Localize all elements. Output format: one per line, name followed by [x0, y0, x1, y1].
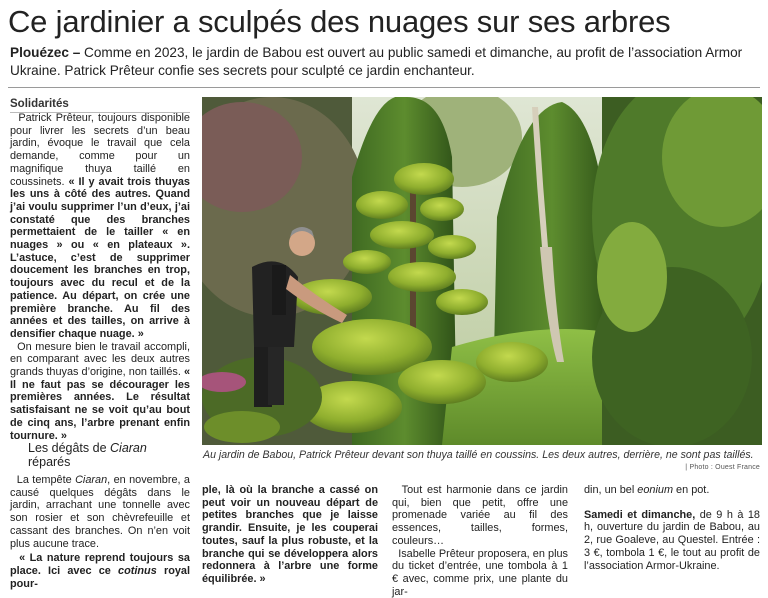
article-column-1 — [10, 112, 190, 442]
info-label: Samedi et dimanche, — [584, 508, 696, 521]
plant-name: cotinus — [118, 564, 157, 577]
subheading-text: Les dégâts de — [28, 441, 111, 455]
quote-text: ple, là où la branche a cassé on peut voir un nouveau départ de petites branches que je laisse grandir. Ensuite, je les couperai toutes, sauf la plus robuste, et la branche qui se développera alors redonnera à l’arbre une forme équilibrée. » — [202, 484, 378, 585]
plant-name: eonium — [637, 484, 674, 496]
paragraph-text: Isabelle Prêteur proposera, en plus du ticket d’entrée, une tombola à 1 € avec, comme prix, une plante du jar- — [392, 547, 568, 598]
article-column-1-continued — [10, 474, 190, 590]
paragraph — [392, 484, 568, 548]
paragraph-text: din, un bel — [584, 484, 638, 496]
paragraph — [10, 341, 190, 443]
article-column-4 — [584, 484, 760, 572]
divider — [8, 87, 760, 88]
paragraph — [10, 552, 190, 590]
quote-text: « La nature reprend toujours sa place. Ici avec ce — [10, 552, 190, 577]
paragraph-text: Patrick Prêteur, toujours disponible pour livrer les secrets d’un beau jardin, évoque le travail que cela demande, comme pour un magnifique thuya taillé en coussinets. — [10, 112, 190, 188]
paragraph-text: On mesure bien le travail accompli, en comparant avec les deux autres grands thuyas d’origine, non taillés. — [10, 340, 190, 379]
garden-photo — [202, 97, 762, 445]
paragraph — [10, 474, 190, 550]
paragraph-text: en pot. — [673, 484, 710, 496]
subheading — [28, 441, 198, 469]
paragraph — [392, 548, 568, 598]
storm-name: Ciaran — [75, 474, 108, 486]
lead-place: Plouézec – — [10, 45, 81, 60]
quote-text: « Il ne faut pas se décourager les premières années. Le résultat satisfaisant ne se voit qu’au bout de cinq ans, l’arbre prenant enfin tournure. » — [10, 366, 190, 442]
article-column-3 — [392, 484, 568, 598]
subheading-storm-name: Ciaran — [110, 441, 147, 455]
paragraph — [10, 112, 190, 341]
info-text: de 9 h à 18 h, ouverture du jardin de Babou, au 2, rue Goaleve, au Questel. Entrée : 3 €, tombola 1 €, le tout au profit de l’association Armor-Ukraine. — [584, 508, 760, 572]
subheading-text: réparés — [28, 455, 71, 469]
paragraph-text: La tempête — [16, 474, 76, 486]
paragraph-text: Tout est harmonie dans ce jardin qui, bien que petit, offre une promenade variée au fil des essences, tailles, formes, couleurs… — [392, 484, 568, 547]
headline: Ce jardinier a sculpés des nuages sur ses arbres — [8, 4, 671, 39]
practical-info — [584, 509, 760, 573]
article-column-2 — [202, 484, 378, 586]
photo-caption: Au jardin de Babou, Patrick Prêteur devant son thuya taillé en coussins. Les deux autres, derrière, ne sont pas taillés. — [203, 449, 754, 461]
section-label: Solidarités — [10, 97, 190, 113]
quote-text: royal pour- — [10, 564, 190, 590]
quote-text: « Il y avait trois thuyas les uns à côté des autres. Quand j’ai voulu supprimer l’un d’eux, j’ai constaté que des branches permettaient de le tailler « en nuages » ou « en plateaux ». L’astuce, c’est de supprimer doucement les branches en trop, toujours avec du recul et de la patience. Au départ, on crée une première branche. Au fil des années et des tailles, on arrive à densifier chaque nuage. » — [10, 175, 190, 340]
photo-credit: | Photo : Ouest France — [685, 464, 760, 471]
lead-text: Comme en 2023, le jardin de Babou est ouvert au public samedi et dimanche, au profit de l’association Armor Ukraine. Patrick Prêteur confie ses secrets pour sculpté ce jardin enchanteur. — [10, 45, 743, 78]
lead-paragraph — [10, 44, 762, 80]
paragraph-text: , en novembre, a causé quelques dégâts dans le jardin, arrachant une tonnelle avec son rosier et son chèvrefeuille et cassant des branches. On n’en voit plus aucune trace. — [10, 474, 190, 550]
paragraph — [202, 484, 378, 586]
garden-illustration — [202, 97, 762, 445]
paragraph — [584, 484, 760, 497]
